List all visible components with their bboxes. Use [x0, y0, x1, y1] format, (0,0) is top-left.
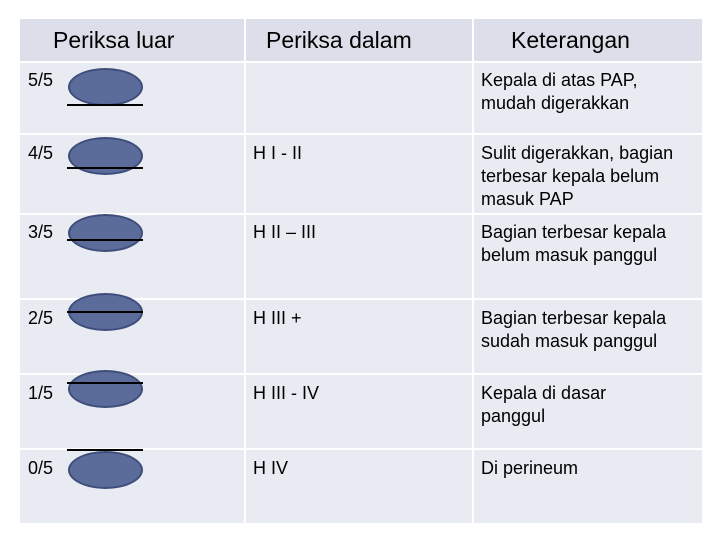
- fetal-head-icon: [68, 370, 143, 408]
- pelvic-inlet-line: [67, 104, 143, 106]
- periksa-dalam-value: H III +: [253, 308, 302, 328]
- header-periksa-luar: Periksa luar: [53, 27, 175, 53]
- header-keterangan: Keterangan: [511, 27, 630, 53]
- keterangan-text: Di perineum: [481, 458, 579, 478]
- keterangan-text: Kepala di atas PAP, mudah digerakkan: [481, 70, 638, 113]
- fraction-label: 2/5: [28, 308, 54, 328]
- fraction-label: 4/5: [28, 143, 54, 163]
- pelvic-inlet-line: [67, 311, 143, 313]
- periksa-dalam-value: H II – III: [253, 222, 317, 242]
- periksa-dalam-value: H IV: [253, 458, 289, 478]
- fraction-label: 5/5: [28, 70, 54, 90]
- fraction-label: 1/5: [28, 383, 54, 403]
- keterangan-text: Sulit digerakkan, bagian terbesar kepala belum masuk PAP: [481, 143, 674, 209]
- pelvic-inlet-line: [67, 239, 143, 241]
- periksa-dalam-value: H I - II: [253, 143, 302, 163]
- periksa-dalam-value: H III - IV: [253, 383, 320, 403]
- fetal-head-icon: [68, 451, 143, 489]
- header-periksa-dalam: Periksa dalam: [266, 27, 412, 53]
- keterangan-text: Kepala di dasar panggul: [481, 383, 607, 426]
- fraction-label: 3/5: [28, 222, 54, 242]
- pelvic-inlet-line: [67, 382, 143, 384]
- fraction-label: 0/5: [28, 458, 54, 478]
- fetal-head-icon: [68, 214, 143, 252]
- keterangan-text: Bagian terbesar kepala sudah masuk panggul: [481, 308, 667, 351]
- keterangan-text: Bagian terbesar kepala belum masuk panggul: [481, 222, 667, 265]
- fetal-head-icon: [68, 68, 143, 106]
- fetal-head-icon: [68, 137, 143, 175]
- pelvic-inlet-line: [67, 167, 143, 169]
- table-row: [246, 63, 472, 133]
